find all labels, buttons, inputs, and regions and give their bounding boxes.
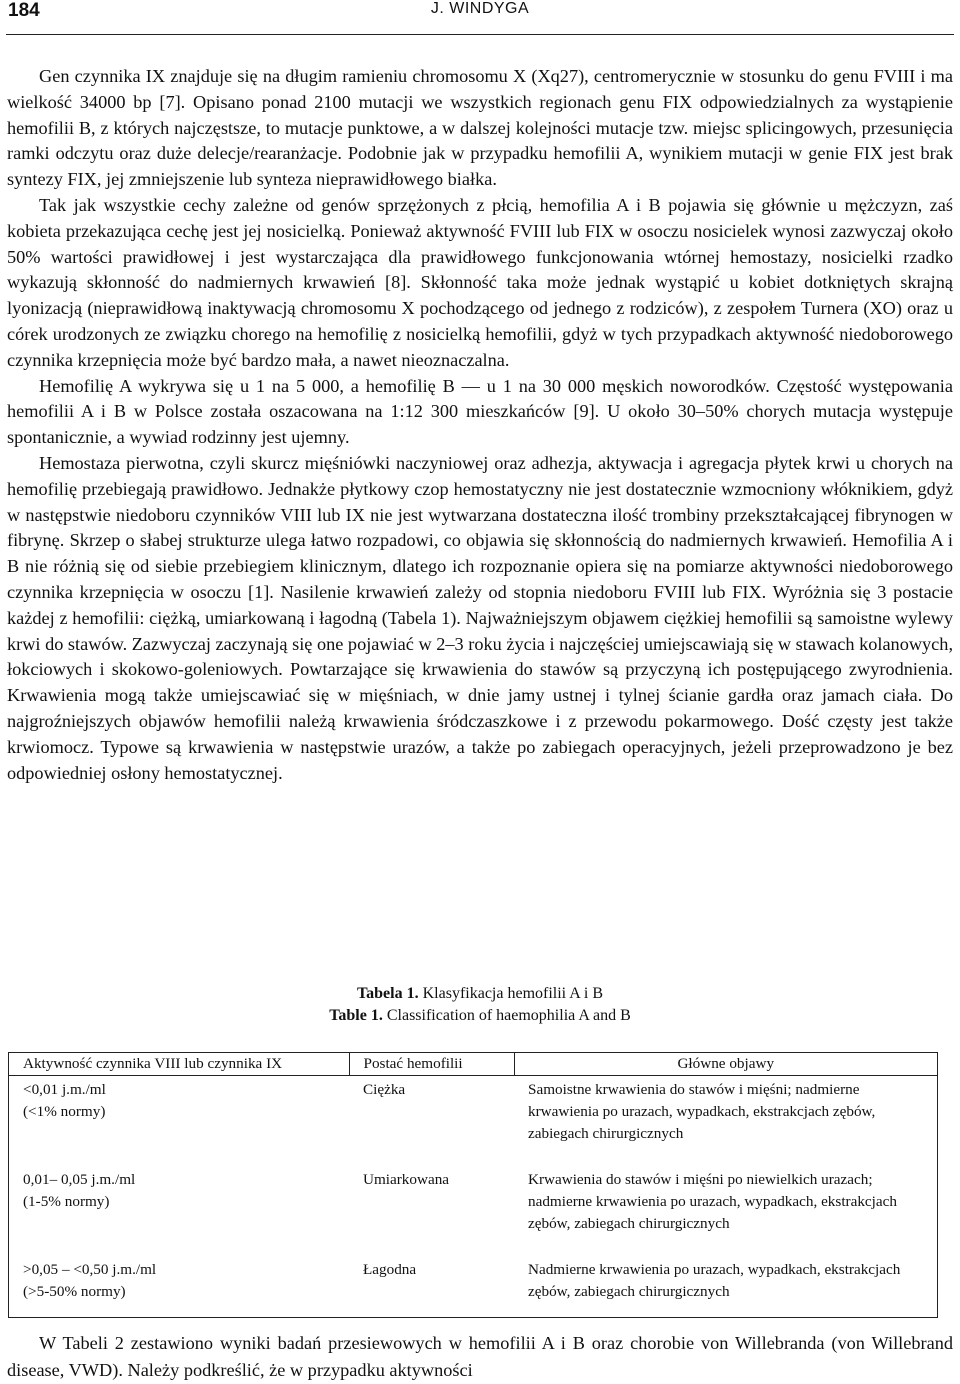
activity-value: 0,01– 0,05 j.m./ml <box>23 1171 136 1188</box>
table-caption <box>0 983 960 1027</box>
activity-cell <box>9 1259 350 1318</box>
activity-cell <box>9 1076 350 1170</box>
classification-table <box>8 1052 938 1318</box>
caption-polish <box>0 983 960 1005</box>
symptoms-cell: Nadmierne krwawienia po urazach, wypadkach, ekstrakcjach zębów, zabiegach chirurgicznych <box>514 1259 938 1318</box>
caption-label: Tabela 1. <box>356 985 419 1002</box>
paragraph: Hemostaza pierwotna, czyli skurcz mięśniówki naczyniowej oraz adhezja, aktywacja i agregacja płytek krwi u chorych na hemofilię przebiegają prawidłowo. Jednakże płytkowy czop hemostatyczny nie jest dostatecznie wzmocniony włóknikiem, gdyż w następstwie niedoboru czynników VIII lub IX nie jest wytwarzana dostateczna ilość trombiny przekształcającej fibrynogen w fibrynę. Skrzep o słabej strukturze ulega łatwo rozpadowi, co objawia się skłonnością do nadmiernych krwawień. Hemofilia A i B nie różnią się od siebie przebiegiem klinicznym, dlatego ich rozpoznanie opiera się na pomiarze aktywności niedoborowego czynnika krzepnięcia w osoczu [1]. Nasilenie krwawień zależy od stopnia niedoboru FVIII lub FIX. Wyróżnia się 3 postacie każdej z hemofilii: ciężką, umiarkowaną i łagodną (Tabela 1). Najważniejszym objawem ciężkiej hemofilii są samoistne wylewy krwi do stawów. Zazwyczaj zaczynają się one pojawiać w 2–3 roku życia i najczęściej umiejscawiają się w stawach kolanowych, łokciowych i skokowo-goleniowych. Powtarzające się krwawienia do stawów są przyczyną ich postępującego zwyrodnienia. Krwawienia mogą także umiejscawiać się w mięśniach, w dnie jamy ustnej i tylnej ścianie gardła oraz jamach ciała. Do najgroźniejszych objawów hemofilii należą krwawienia śródczaszkowe i z przewodu pokarmowego. Dość częsty jest także krwiomocz. Typowe są krwawienia w następstwie urazów, a także po zabiegach operacyjnych, jeżeli przeprowadzono je bez odpowiedniej osłony hemostatycznej. <box>7 452 954 783</box>
caption-text: Classification of haemophilia A and B <box>386 1007 631 1024</box>
table-row <box>9 1259 938 1318</box>
body-text <box>7 64 953 786</box>
continuation-text <box>7 1330 953 1384</box>
activity-value: >0,05 – <0,50 j.m./ml <box>23 1261 157 1278</box>
column-header-form: Postać hemofilii <box>349 1053 514 1076</box>
caption-english <box>0 1005 960 1027</box>
symptoms-cell: Samoistne krwawienia do stawów i mięśni; nadmierne krwawienia po urazach, wypadkach, ekstrakcjach zębów, zabiegach chirurgicznych <box>514 1076 938 1170</box>
page-header <box>6 0 954 35</box>
paragraph: Gen czynnika IX znajduje się na długim ramieniu chromosomu X (Xq27), centromerycznie w stosunku do genu FVIII i ma wielkość 34000 bp [7]. Opisano ponad 2100 mutacji we wszystkich regionach genu FIX odpowiedzialnych za wystąpienie hemofilii B, z których najczęstsze, to mutacje punktowe, a w dalszej kolejności mutacje tzw. miejsc splicingowych, przesunięcia ramki odczytu oraz duże delecje/rearanżacje. Podobnie jak w przypadku hemofilii A, wynikiem mutacji w genie FIX jest brak syntezy FIX, jej zmniejszenie lub synteza nieprawidłowego białka. <box>7 66 953 190</box>
activity-percent: (<1% normy) <box>23 1103 106 1120</box>
form-cell: Umiarkowana <box>363 1171 450 1188</box>
form-cell: Ciężka <box>363 1081 406 1098</box>
paragraph: W Tabeli 2 zestawiono wyniki badań przesiewowych w hemofilii A i B oraz chorobie von Willebranda (von Willebrand disease, VWD). Należy podkreślić, że w przypadku aktywności <box>7 1333 953 1380</box>
paragraph: Tak jak wszystkie cechy zależne od genów sprzężonych z płcią, hemofilia A i B pojawia się głównie u mężczyzn, zaś kobieta przekazująca cechę jest jej nosicielką. Ponieważ aktywność FVIII lub FIX w osoczu nosicielek wynosi zazwyczaj około 50% wartości prawidłowej i jest wystarczająca dla prawidłowego funkcjonowania wtórnej hemostazy, nosicielki rzadko wykazują skłonność do nadmiernych krwawień [8]. Skłonność taka może jednak wystąpić u kobiet dotkniętych skrajną lyonizacją (nieprawidłową inaktywacją chromosomu X pochodzącego od jednego z rodziców), z zespołem Turnera (XO) oraz u córek urodzonych ze związku chorego na hemofilię z nosicielką hemofilii, gdyż w tych przypadkach aktywność niedoborowego czynnika krzepnięcia może być bardzo mała, a nawet nieoznaczalna. <box>7 194 953 370</box>
table-row <box>9 1076 938 1170</box>
paragraph: Hemofilię A wykrywa się u 1 na 5 000, a hemofilię B — u 1 na 30 000 męskich noworodków. Częstość występowania hemofilii A i B w Polsce została oszacowana na 1:12 300 mieszkańców [9]. U około 30–50% chorych mutacja występuje spontanicznie, a wywiad rodzinny jest ujemny. <box>7 375 953 448</box>
page-number: 184 <box>8 0 40 21</box>
caption-text: Klasyfikacja hemofilii A i B <box>422 985 604 1002</box>
form-cell: Łagodna <box>349 1259 514 1318</box>
activity-cell <box>9 1169 350 1259</box>
running-head: J. WINDYGA <box>430 0 530 17</box>
table-header-row <box>9 1053 938 1076</box>
classification-table-wrapper <box>8 1052 938 1318</box>
symptoms-cell: Krwawienia do stawów i mięśni po niewielkich urazach; nadmierne krwawienia po urazach, wypadkach, ekstrakcjach zębów, zabiegach chirurgicznych <box>514 1169 938 1259</box>
table-row <box>9 1169 938 1259</box>
activity-percent: (1-5% normy) <box>23 1193 110 1210</box>
column-header-activity: Aktywność czynnika VIII lub czynnika IX <box>9 1053 350 1076</box>
caption-label: Table 1. <box>329 1007 383 1024</box>
activity-value: <0,01 j.m./ml <box>23 1081 106 1098</box>
column-header-symptoms: Główne objawy <box>514 1053 938 1076</box>
activity-percent: (>5-50% normy) <box>23 1283 126 1300</box>
